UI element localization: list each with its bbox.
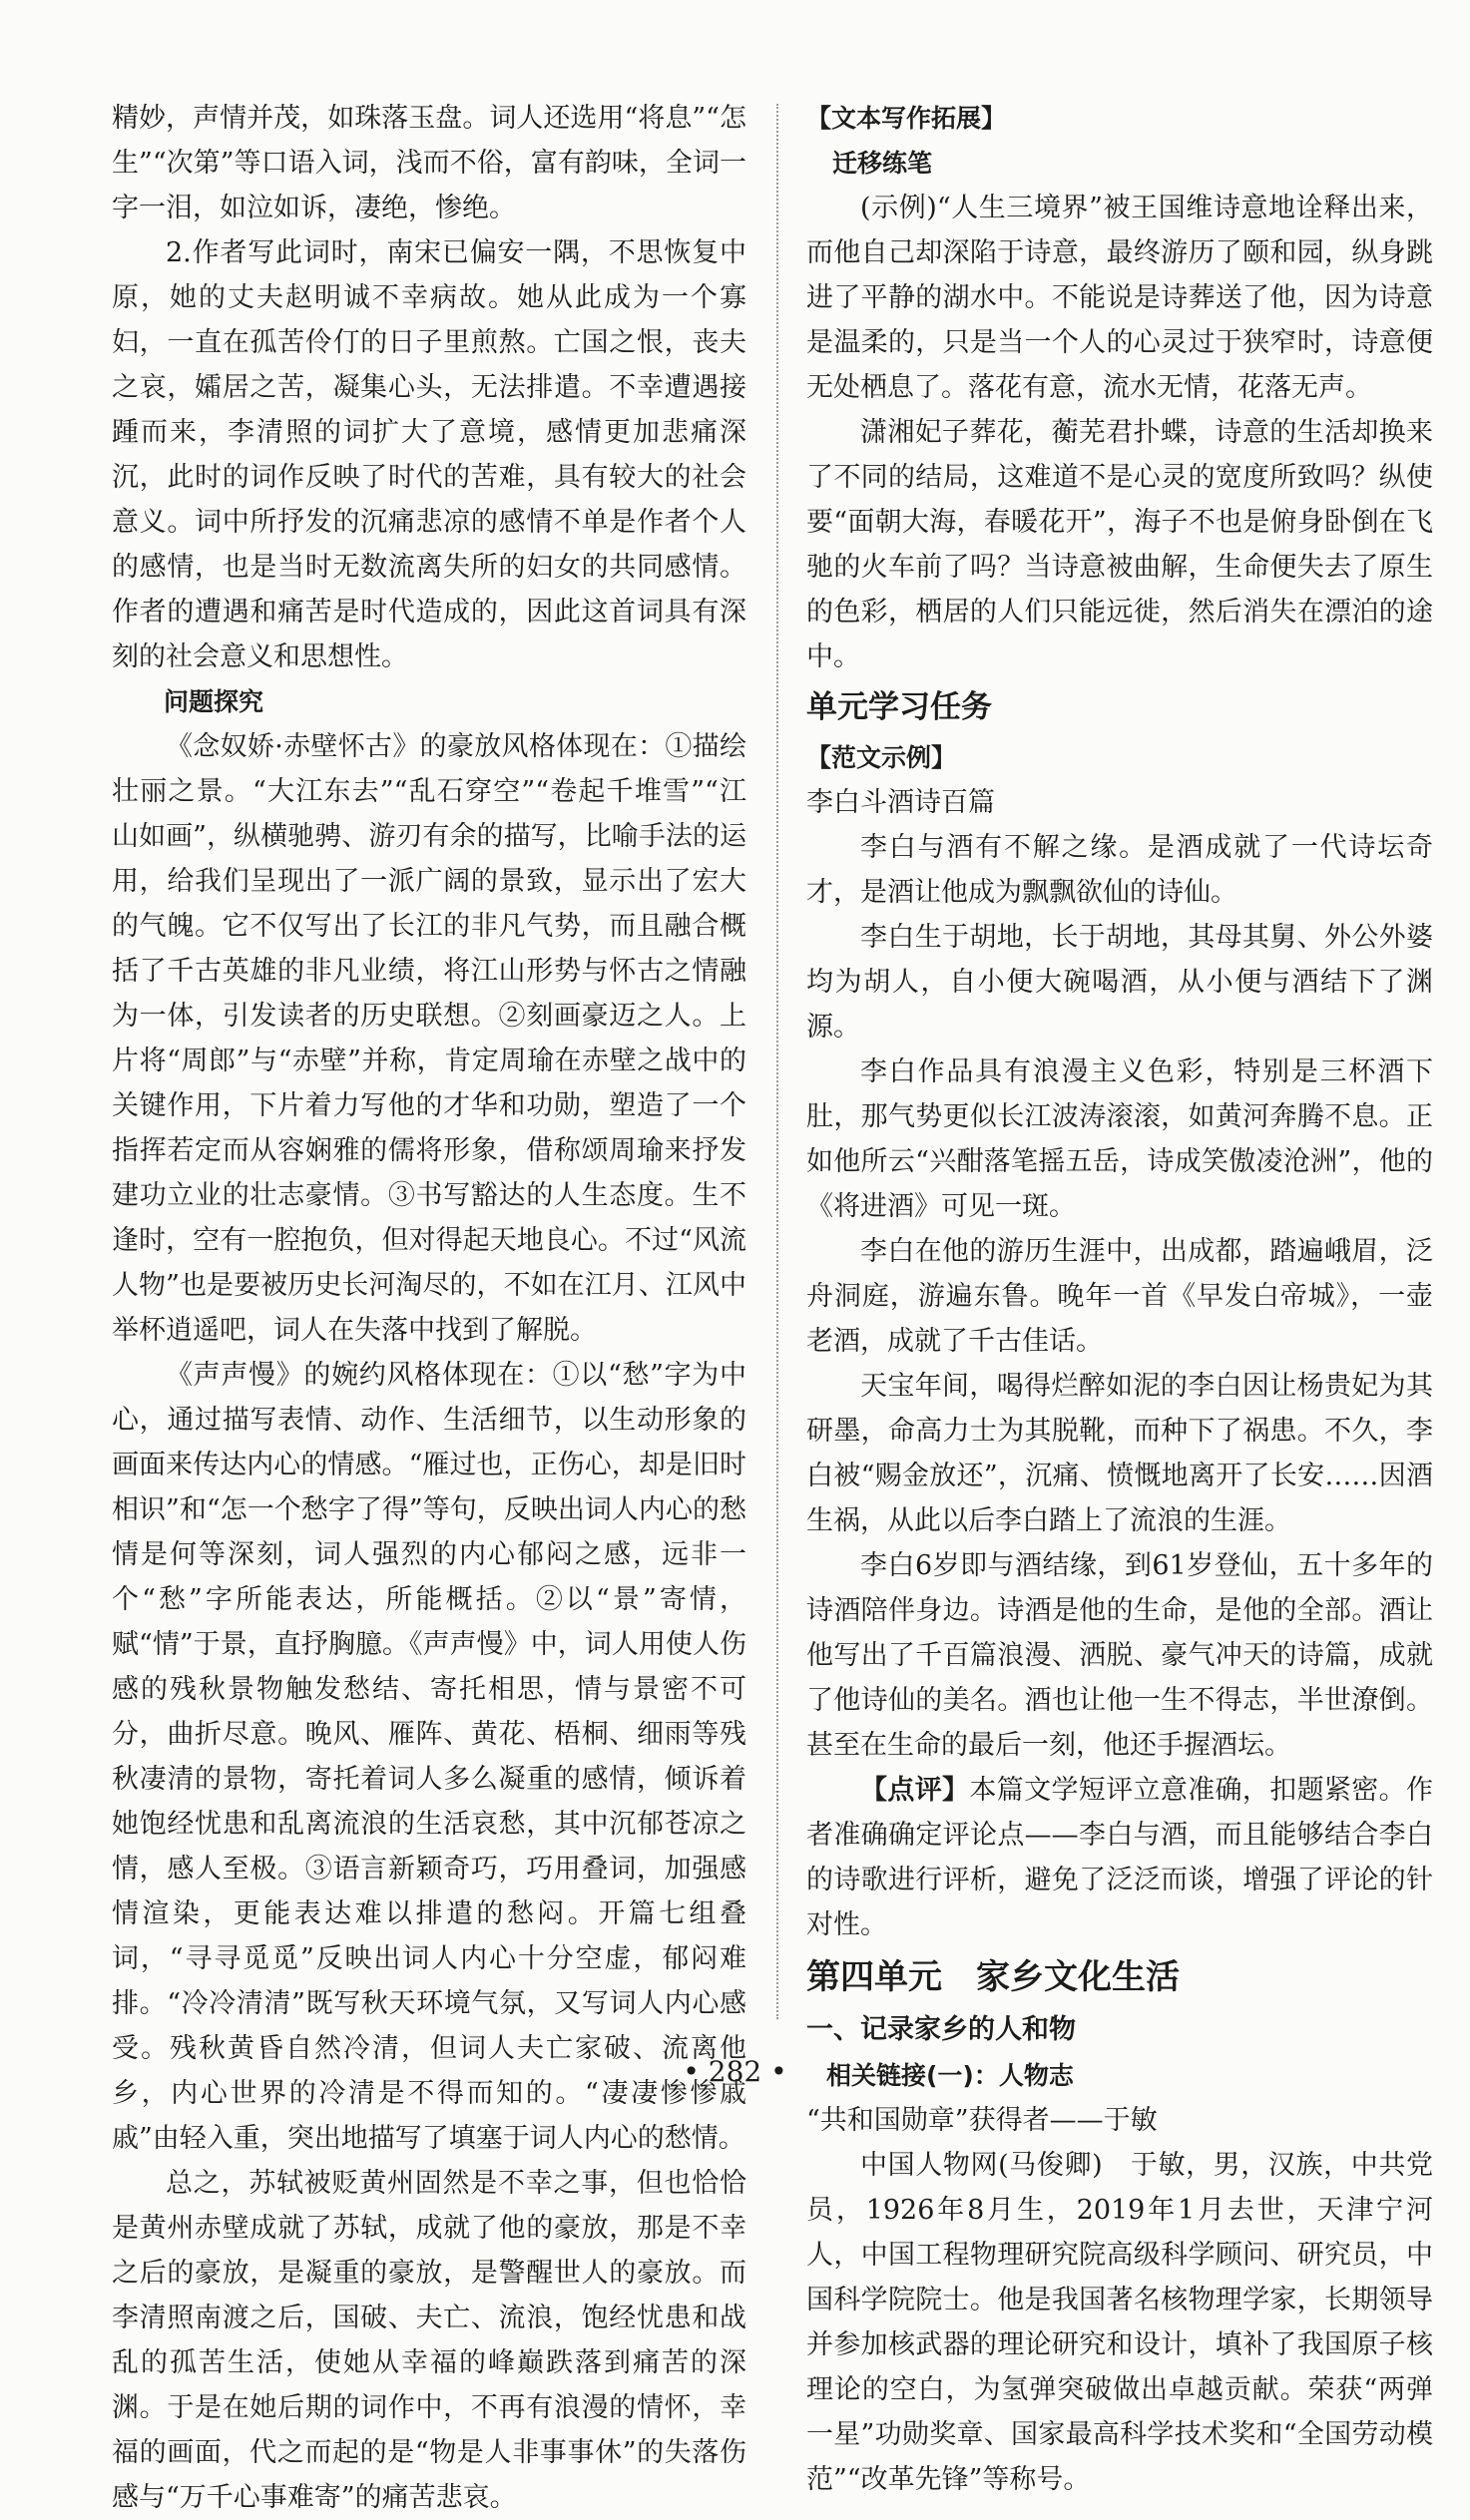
left-column (112, 96, 746, 2520)
left-paragraph-5: 总之，苏轼被贬黄州固然是不幸之事，但也恰恰是黄州赤壁成就了苏轼，成就了他的豪放，那是不幸之后的豪放，是凝重的豪放，是警醒世人的豪放。而李清照南渡之后，国破、夫亡、流浪，饱经忧患和战乱的孤苦生活，使她从幸福的峰巅跌落到痛苦的深渊。于是在她后期的词作中，不再有浪漫的情怀，幸福的画面，代之而起的是“物是人非事事休”的失落伤感与“万千心事难寄”的痛苦悲哀。 (112, 2168, 746, 2513)
related-link-heading: 相关链接(一)：人物志 (826, 2061, 1074, 2090)
profile-paragraph: 中国人物网(马俊卿) 于敏，男，汉族，中共党员，1926年8月生，2019年1月去世，天津宁河人，中国工程物理研究院高级科学顾问、研究员，中国科学院院士。他是我国著名核物理学家，长期领导并参加核武器的理论研究和设计，填补了我国原子核理论的空白，为氢弹突破做出卓越贡献。荣获“两弹一星”功勋奖章、国家最高科学技术奖和“全国劳动模范”“改革先锋”等称号。 (806, 2150, 1433, 2495)
page-number: • 282 • (683, 2055, 787, 2088)
profile-title: “共和国勋章”获得者——于敏 (806, 2105, 1158, 2136)
heading-transfer-practice: 迁移练笔 (832, 149, 933, 178)
comment-paragraph (806, 1768, 1433, 1947)
column-divider (776, 104, 778, 2019)
essay-paragraph-6: 李白6岁即与酒结缘，到61岁登仙，五十多年的诗酒陪伴身边。诗酒是他的生命，是他的全部。酒让他写出了千百篇浪漫、洒脱、豪气冲天的诗篇，成就了他诗仙的美名。酒也让他一生不得志，半世潦倒。甚至在生命的最后一刻，他还手握酒坛。 (806, 1550, 1433, 1761)
essay-paragraph-4: 李白在他的游历生涯中，出成都，踏遍峨眉，泛舟洞庭，游遍东鲁。晚年一首《早发白帝城》，一壶老酒，成就了千古佳话。 (806, 1236, 1433, 1357)
left-paragraph-3: 《念奴娇·赤壁怀古》的豪放风格体现在：①描绘壮丽之景。“大江东去”“乱石穿空”“卷起千堆雪”“江山如画”，纵横驰骋、游刃有余的描写，比喻手法的运用，给我们呈现出了一派广阔的景致，显示出了宏大的气魄。它不仅写出了长江的非凡气势，而且融合概括了千古英雄的非凡业绩，将江山形势与怀古之情融为一体，引发读者的历史联想。②刻画豪迈之人。上片将“周郎”与“赤壁”并称，肯定周瑜在赤壁之战中的关键作用，下片着力写他的才华和功勋，塑造了一个指挥若定而从容娴雅的儒将形象，借称颂周瑜来抒发建功立业的壮志豪情。③书写豁达的人生态度。生不逢时，空有一腔抱负，但对得起天地良心。不过“风流人物”也是要被历史长河淘尽的，不如在江月、江风中举杯逍遥吧，词人在失落中找到了解脱。 (112, 731, 746, 1346)
left-paragraph-4: 《声声慢》的婉约风格体现在：①以“愁”字为中心，通过描写表情、动作、生活细节，以生动形象的画面来传达内心的情感。“雁过也，正伤心，却是旧时相识”和“怎一个愁字了得”等句，反映出词人内心的愁情是何等深刻，词人强烈的内心郁闷之感，远非一个“愁”字所能表达，所能概括。②以“景”寄情，赋“情”于景，直抒胸臆。《声声慢》中，词人用使人伤感的残秋景物触发愁结、寄托相思，情与景密不可分，曲折尽意。晚风、雁阵、黄花、梧桐、细雨等残秋凄清的景物，寄托着词人多么凝重的感情，倾诉着她饱经忧患和乱离流浪的生活哀愁，其中沉郁苍凉之情，感人至极。③语言新颖奇巧，巧用叠词，加强感情渲染，更能表达难以排遣的愁闷。开篇七组叠词，“寻寻觅觅”反映出词人内心十分空虚，郁闷难排。“冷冷清清”既写秋天环境气氛，又写词人内心感受。残秋黄昏自然冷清，但词人夫亡家破、流离他乡，内心世界的冷清是不得而知的。“凄凄惨惨戚戚”由轻入重，突出地描写了填塞于词人内心的愁情。 (112, 1360, 746, 2154)
right-paragraph-2: 潇湘妃子葬花，蘅芜君扑蝶，诗意的生活却换来了不同的结局，这难道不是心灵的宽度所致吗？纵使要“面朝大海，春暖花开”，海子不也是俯身卧倒在飞驰的火车前了吗？当诗意被曲解，生命便失去了原生的色彩，栖居的人们只能远徙，然后消失在漂泊的途中。 (806, 417, 1433, 672)
heading-problem-inquiry: 问题探究 (164, 687, 264, 716)
right-paragraph-1: (示例)“人生三境界”被王国维诗意地诠释出来，而他自己却深陷于诗意，最终游历了颐和园，纵身跳进了平静的湖水中。不能说是诗葬送了他，因为诗意是温柔的，只是当一个人的心灵过于狭窄时，诗意便无处栖息了。落花有意，流水无情，花落无声。 (806, 193, 1433, 403)
left-paragraph-1: 精妙，声情并茂，如珠落玉盘。词人还选用“将息”“怎生”“次第”等口语入词，浅而不俗，富有韵味，全词一字一泪，如泣如诉，凄绝，惨绝。 (112, 103, 746, 223)
bracket-heading-sample: 【范文示例】 (806, 743, 957, 772)
comment-label: 【点评】 (860, 1775, 970, 1806)
essay-paragraph-2: 李白生于胡地，长于胡地，其母其舅、外公外婆均为胡人，自小便大碗喝酒，从小便与酒结下了渊源。 (806, 922, 1433, 1043)
essay-paragraph-5: 天宝年间，喝得烂醉如泥的李白因让杨贵妃为其研墨，命高力士为其脱靴，而种下了祸患。不久，李白被“赐金放还”，沉痛、愤慨地离开了长安……因酒生祸，从此以后李白踏上了流浪的生涯。 (806, 1371, 1433, 1536)
essay-paragraph-3: 李白作品具有浪漫主义色彩，特别是三杯酒下肚，那气势更似长江波涛滚滚，如黄河奔腾不息。正如他所云“兴酣落笔摇五岳，诗成笑傲凌沧洲”，他的《将进酒》可见一斑。 (806, 1056, 1433, 1222)
unit-title: 第四单元 家乡文化生活 (806, 1957, 1180, 1997)
section-title-unit-task: 单元学习任务 (806, 689, 992, 725)
bracket-heading-writing: 【文本写作拓展】 (806, 104, 1007, 133)
right-column (806, 96, 1433, 2502)
essay-paragraph-1: 李白与酒有不解之缘。是酒成就了一代诗坛奇才，是酒让他成为飘飘欲仙的诗仙。 (806, 832, 1433, 908)
left-paragraph-2: 2.作者写此词时，南宋已偏安一隅，不思恢复中原，她的丈夫赵明诚不幸病故。她从此成为一个寡妇，一直在孤苦伶仃的日子里煎熬。亡国之恨，丧夫之哀，孀居之苦，凝集心头，无法排遣。不幸遭遇接踵而来，李清照的词扩大了意境，感情更加悲痛深沉，此时的词作反映了时代的苦难，具有较大的社会意义。词中所抒发的沉痛悲凉的感情不单是作者个人的感情，也是当时无数流离失所的妇女的共同感情。作者的遭遇和痛苦是时代造成的，因此这首词具有深刻的社会意义和思想性。 (112, 237, 746, 672)
comment-text: 本篇文学短评立意准确，扣题紧密。作者准确确定评论点——李白与酒，而且能够结合李白的诗歌进行评析，避免了泛泛而谈，增强了评论的针对性。 (806, 1775, 1434, 1940)
essay-title: 李白斗酒诗百篇 (806, 787, 995, 818)
lesson-title: 一、记录家乡的人和物 (806, 2014, 1076, 2045)
